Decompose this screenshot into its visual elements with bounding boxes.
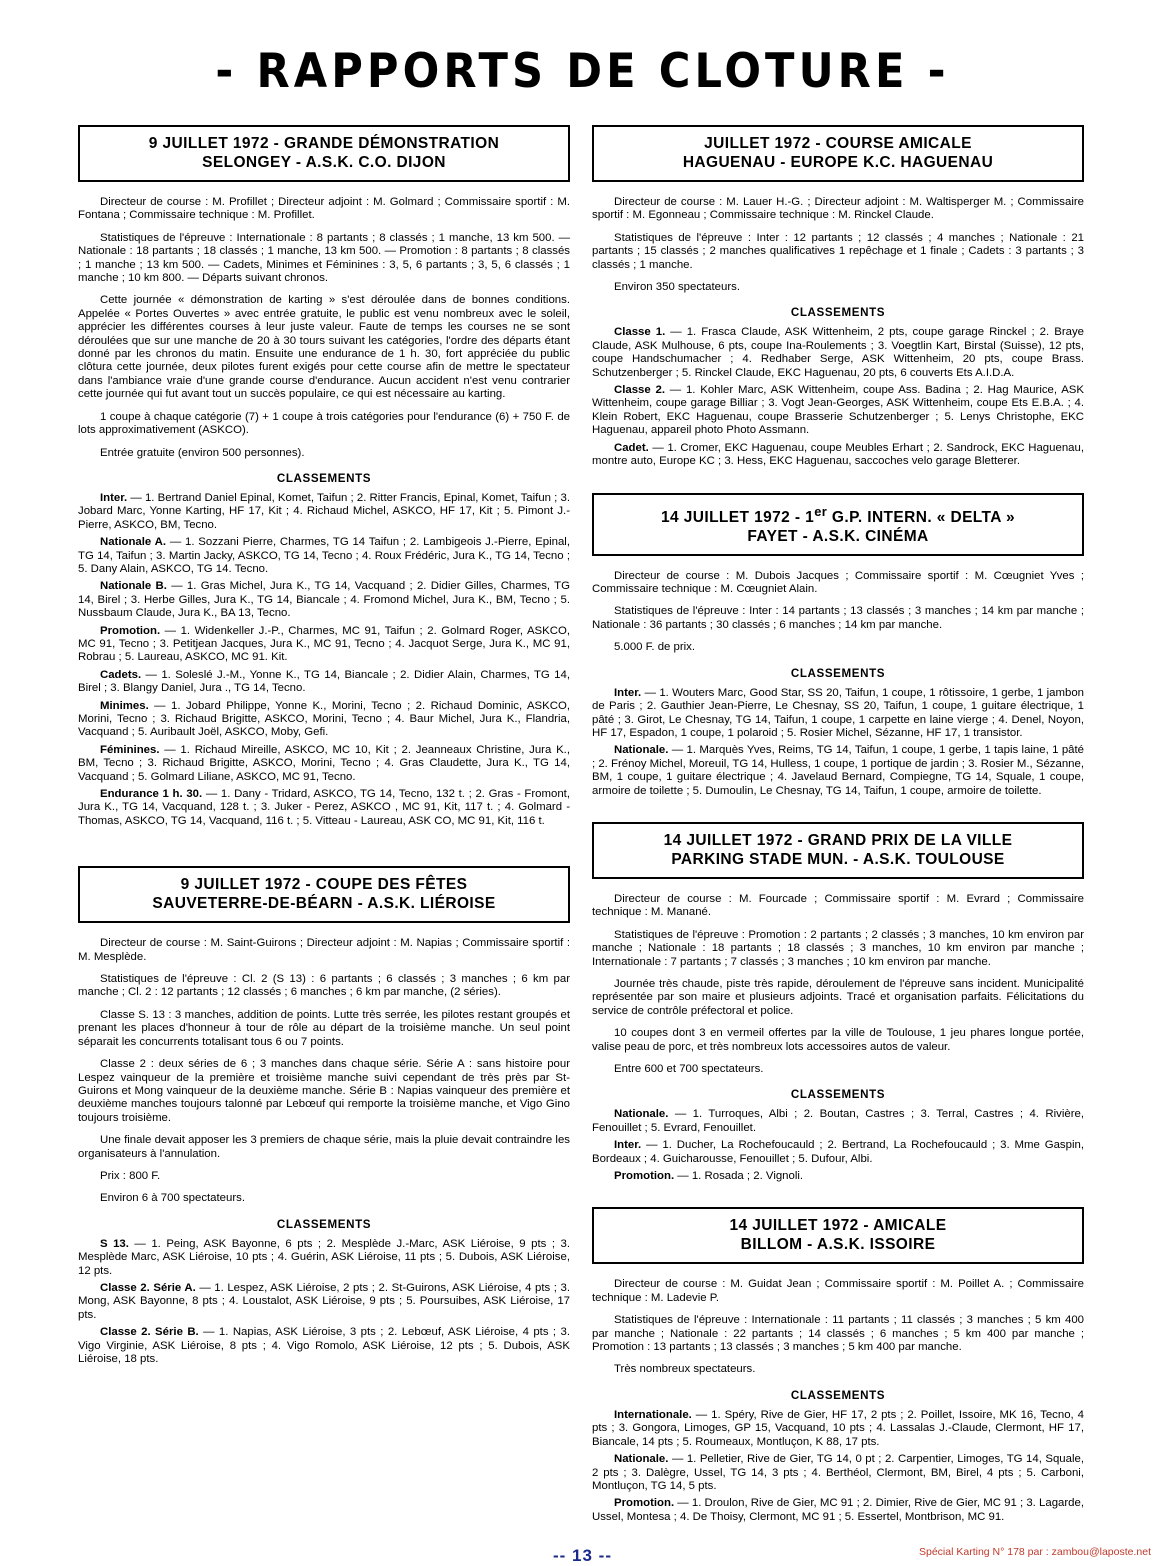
header-line-2: SAUVETERRE-DE-BÉARN - A.S.K. LIÉROISE xyxy=(152,895,496,913)
result-entry: S 13. — 1. Peing, ASK Bayonne, 6 pts ; 2. Mesplède J.-Marc, ASK Liéroise, 9 pts ; 3. Mesplède Marc, ASK Liéroise, 10 pts ; 4. Guérin, ASK Liéroise, 11 pts ; 5. Dubois, ASK Liéroise, 12 pts. xyxy=(78,1237,570,1277)
result-entry: Inter. — 1. Bertrand Daniel Epinal, Komet, Taifun ; 2. Ritter Francis, Epinal, Komet, Taifun ; 3. Jobard Marc, Yonne Karting, HF 17, Kit ; 4. Richaud Michel, ASKCO, HF 17, Kit ; 5. Pimont J.-Pierre, ASKCO, BM, Tecno. xyxy=(78,491,570,531)
result-entry: Promotion. — 1. Droulon, Rive de Gier, MC 91 ; 2. Dimier, Rive de Gier, MC 91 ; 3. Lagarde, Ussel, Montesa ; 4. De Thoisy, Clermont, MC 91 ; 5. Essertel, Montbrison, MC 91. xyxy=(592,1497,1084,1523)
paragraph: Très nombreux spectateurs. xyxy=(614,1363,756,1376)
header-line-1: 14 JUILLET 1972 - AMICALE xyxy=(729,1217,947,1235)
paragraph: Environ 6 à 700 spectateurs. xyxy=(100,1192,246,1205)
result-entry: Nationale. — 1. Turroques, Albi ; 2. Boutan, Castres ; 3. Terral, Castres ; 4. Rivière, Fenouillet ; 5. Evrard, Fenouillet. xyxy=(592,1108,1084,1134)
header-line-1: JUILLET 1972 - COURSE AMICALE xyxy=(704,135,972,152)
classements-label: CLASSEMENTS xyxy=(790,1388,886,1402)
result-entry: Inter. — 1. Ducher, La Rochefoucauld ; 2. Bertrand, La Rochefoucauld ; 3. Mme Gaspin, Bordeaux ; 4. Guicharousse, Fenouillet ; 5. Dufour, Albi. xyxy=(592,1139,1084,1165)
right-column xyxy=(592,125,1084,1528)
header-line-1: 14 JUILLET 1972 - 1er G.P. INTERN. « DELTA » xyxy=(661,503,1015,526)
classements-label: CLASSEMENTS xyxy=(790,306,886,320)
paragraph: Statistiques de l'épreuve : Inter : 12 partants ; 12 classés ; 4 manches ; Nationale : 21 partants ; 15 classés ; 2 manches qualificatives 1 repêchage et 1 finale ; Cadets : 3 partants ; 3 classés ; 1 manche. xyxy=(592,231,1084,271)
paragraph: Statistiques de l'épreuve : Cl. 2 (S 13) : 6 partants ; 6 classés ; 3 manches ; 6 km par manche ; Cl. 2 : 12 partants ; 12 classés ; 6 manches ; 6 km par manche, (2 séries). xyxy=(78,973,570,999)
result-entry: Minimes. — 1. Jobard Philippe, Yonne K., Morini, Tecno ; 2. Richaud Dominic, ASKCO, Morini, Tecno ; 3. Richaud Brigitte, ASKCO, Morini, Tecno ; 4. Baur Michel, Jura K., Flandria, Vacquand ; 5. Auribault Joël, ASKCO, Moby, Gefi. xyxy=(78,699,570,739)
result-entry: Cadets. — 1. Soleslé J.-M., Yonne K., TG 14, Biancale ; 2. Didier Alain, Charmes, TG 14, Birel ; 3. Blangy Daniel, Jura ., TG 14, Tecno. xyxy=(78,668,570,695)
paragraph: 1 coupe à chaque catégorie (7) + 1 coupe à trois catégories pour l'endurance (6) + 750 F. de lots approximativement (ASKCO). xyxy=(78,410,570,437)
page-container xyxy=(0,44,1165,1566)
paragraph: Directeur de course : M. Guidat Jean ; Commissaire sportif : M. Poillet A. ; Commissaire technique : M. Ladevie P. xyxy=(592,1278,1084,1304)
paragraph: Statistiques de l'épreuve : Internationale : 8 partants ; 8 classés ; 1 manche, 13 km 500. — Nationale : 18 partants ; 18 classés ; 1 manche, 13 km 500. — Promotion : 8 partants ; 8 classés ; 1 manche ; 13 km 500. — Cadets, Minimes et Féminines : 3, 5, 6 partants ; 3, 5, 6 classés ; 1 manche ; 10 km 800. — Départs suivant chronos. xyxy=(78,231,570,285)
paragraph: 5.000 F. de prix. xyxy=(614,641,696,654)
left-column xyxy=(78,125,570,1370)
result-entry: Féminines. — 1. Richaud Mireille, ASKCO, MC 10, Kit ; 2. Jeanneaux Christine, Jura K., BM, Tecno ; 3. Richaud Brigitte, ASKCO, Morini, Tecno ; 4. Gras Claudette, Jura K., TG 14, Vacquand ; 5. Golmard Liliane, ASKCO, MC 91, Tecno. xyxy=(78,743,570,783)
page-title: - RAPPORTS DE CLOTURE - xyxy=(215,44,950,99)
article-header-sauveterre xyxy=(78,866,570,923)
section-spacer xyxy=(592,1187,1084,1207)
paragraph: Directeur de course : M. Profillet ; Directeur adjoint : M. Golmard ; Commissaire sportif : M. Fontana ; Commissaire technique : M. Profillet. xyxy=(78,196,570,222)
page-number: -- 13 -- xyxy=(553,1546,612,1566)
paragraph: 10 coupes dont 3 en vermeil offertes par la ville de Toulouse, 1 jeu phares longue portée, valise peau de porc, et très nombreux lots accessoires autos de valeur. xyxy=(592,1027,1084,1053)
result-entry: Classe 1. — 1. Frasca Claude, ASK Wittenheim, 2 pts, coupe garage Rinckel ; 2. Braye Claude, ASK Mulhouse, 6 pts, coupe Ina-Roulements ; 3. Voegtlin Kart, Birstal (Suisse), 12 pts, coupe Handschumacher ; 4. Redhaber Serge, ASK Wittenheim, 20 pts, coupe Brass. Schutzenberger ; 5. Rinckel Claude, EKC Haguenau, 20 pts, 6 couverts Ets A.I.D.A. xyxy=(592,326,1084,379)
article-selongey xyxy=(78,125,570,828)
result-entry: Nationale. — 1. Pelletier, Rive de Gier, TG 14, 0 pt ; 2. Carpentier, Limoges, TG 14, Squale, 2 pts ; 3. Dalègre, Ussel, TG 14, 3 pts ; 4. Berthéol, Clermont, BM, Birel, 4 pts ; 5. Carboni, Montluçon, TG 14, 5 pts. xyxy=(592,1453,1084,1492)
article-header-fayet xyxy=(592,493,1084,556)
paragraph: Directeur de course : M. Saint-Guirons ; Directeur adjoint : M. Napias ; Commissaire sportif : M. Mesplède. xyxy=(78,937,570,963)
two-column-layout xyxy=(0,125,1165,1528)
section-spacer xyxy=(78,832,570,866)
article-header-selongey xyxy=(78,125,570,182)
paragraph: Classe 2 : deux séries de 6 ; 3 manches dans chaque série. Série A : sans histoire pour Lespez vainqueur de la première et troisième manche suivi cependant de très près par St-Guirons et Mong vainqueur de la deuxième manche. Série B : Napias vainqueur des première et deuxième manches toujours talonné par Lebœuf qui remporte la troisième manche, et Vigo Gino toujours troisième. xyxy=(78,1058,570,1124)
paragraph: Directeur de course : M. Fourcade ; Commissaire sportif : M. Evrard ; Commissaire technique : M. Manané. xyxy=(592,892,1084,919)
paragraph: Cette journée « démonstration de karting » s'est déroulée dans de bonnes conditions. Appelée « Portes Ouvertes » avec entrée gratuite, le public est venu nombreux avec le soleil, apprécier les différentes courses à leur juste valeur. Faute de temps les courses ne se sont déroulées que sur une manche de 20 à 30 tours suivant les catégories, l'ordre des départs étant donné par les chronos du matin. Ensuite une endurance de 1 h. 30, fort appréciée du public clôtura cette journée, deux pilotes furent exigés pour cette course afin de mettre le spectateur dans l'ambiance vraie d'une grande course d'endurance. Aucun accident n'est venu contrarier cette journée qui fut avant tout un succès populaire, ce qui est nécessaire au karting. xyxy=(78,294,570,401)
paragraph: Directeur de course : M. Lauer H.-G. ; Directeur adjoint : M. Waltisperger M. ; Commissaire sportif : M. Egonneau ; Commissaire technique : M. Rinckel Claude. xyxy=(592,196,1084,222)
paragraph: Journée très chaude, piste très rapide, déroulement de l'épreuve sans incident. Municipalité représentée par son maire et plusieurs adjoints. Tracé et organisation parfaits. Félicitations du service de contrôle préfectoral et police. xyxy=(592,977,1084,1017)
header-line-1: 14 JUILLET 1972 - GRAND PRIX DE LA VILLE xyxy=(663,831,1013,849)
result-entry: Nationale B. — 1. Gras Michel, Jura K., TG 14, Vacquand ; 2. Didier Gilles, Charmes, TG 14, Birel ; 3. Herbe Gilles, Jura K., TG 14, Biancale ; 4. Fromond Michel, Jura K., BM, Tecno ; 5. Nussbaum Claude, Jura K., BA 13, Tecno. xyxy=(78,580,570,620)
classements-label: CLASSEMENTS xyxy=(790,666,886,680)
paragraph: Environ 350 spectateurs. xyxy=(614,281,741,294)
header-line-2: SELONGEY - A.S.K. C.O. DIJON xyxy=(202,154,446,171)
header-line-2: FAYET - A.S.K. CINÉMA xyxy=(747,527,929,545)
paragraph: Statistiques de l'épreuve : Promotion : 2 partants ; 2 classés ; 3 manches, 10 km environ par manche ; Nationale : 18 partants ; 18 classés ; 3 manches, 10 km environ par manche ; Internationale : 7 partants ; 7 classés ; 3 manches ; 10 km environ par manche. xyxy=(592,928,1084,968)
article-haguenau xyxy=(592,125,1084,469)
result-entry: Nationale A. — 1. Sozzani Pierre, Charmes, TG 14 Taifun ; 2. Lambigeois J.-Pierre, Epinal, TG 14, Taifun ; 3. Martin Jacky, ASKCO, TG 14, Tecno ; 4. Roux Frédéric, Jura K., TG 14, Tecno ; 5. Dany Alain, ASKCO, TG 14. Tecno. xyxy=(78,536,570,575)
article-billom xyxy=(592,1207,1084,1524)
paragraph: Statistiques de l'épreuve : Inter : 14 partants ; 13 classés ; 3 manches ; 14 km par manche ; Nationale : 36 partants ; 30 classés ; 6 manches ; 14 km par manche. xyxy=(592,605,1084,631)
paragraph: Entrée gratuite (environ 500 personnes). xyxy=(100,446,305,459)
paragraph: Prix : 800 F. xyxy=(100,1169,161,1182)
article-fayet xyxy=(592,493,1084,798)
article-header-haguenau xyxy=(592,125,1084,182)
header-line-2: HAGUENAU - EUROPE K.C. HAGUENAU xyxy=(682,154,994,171)
result-entry: Nationale. — 1. Marquès Yves, Reims, TG 14, Taifun, 1 coupe, 1 gerbe, 1 tapis laine, 1 pâté ; 2. Frénoy Michel, Moreuil, TG 14, Hulless, 1 coupe, 1 portique de jardin ; 3. Rosier M., Sézanne, BM, 1 coupe, 1 guitare électrique ; 4. Javelaud Bernard, Compiegne, TG 14, Squale, 1 coupe, armoire de toilette ; 5. Dumoulin, Le Chesnay, TG 14, Taifun, 1 coupe, armoire de toilette. xyxy=(592,744,1084,797)
header-line-2: BILLOM - A.S.K. ISSOIRE xyxy=(740,1236,936,1254)
result-entry: Inter. — 1. Wouters Marc, Good Star, SS 20, Taifun, 1 coupe, 1 rôtissoire, 1 gerbe, 1 jambon de Paris ; 2. Gauthier Jean-Pierre, Le Chesnay, SS 20, Taifun, 1 coupe, 1 guitare électrique, 1 pâté ; 3. Girot, Le Chesnay, TG 14, Taifun, 1 coupe, 1 carpette en laine vierge ; 4. Denel, Noyon, HF 17, Espadon, 1 coupe, 1 polaroid ; 5. Rosier Michel, Sézanne, HF 17, 1 transistor. xyxy=(592,686,1084,739)
paragraph: Classe S. 13 : 3 manches, addition de points. Lutte très serrée, les pilotes restant groupés et prenant les places d'honneur à tour de rôle au départ de la troisième manche. Un seul point séparait les concurrents totalisant tous 6 ou 7 points. xyxy=(78,1008,570,1048)
classements-label: CLASSEMENTS xyxy=(276,1217,372,1231)
paragraph: Directeur de course : M. Dubois Jacques ; Commissaire sportif : M. Cœugniet Yves ; Commissaire technique : M. Cœugniet Alain. xyxy=(592,569,1084,596)
result-entry: Promotion. — 1. Rosada ; 2. Vignoli. xyxy=(614,1170,804,1183)
result-entry: Classe 2. Série B. — 1. Napias, ASK Liéroise, 3 pts ; 2. Lebœuf, ASK Liéroise, 4 pts ; 3. Vigo Virginie, ASK Liéroise, 8 pts ; 4. Vigo Romolo, ASK Liéroise, 12 pts ; 5. Dubois, ASK Liéroise, 18 pts. xyxy=(78,1326,571,1365)
result-entry: Endurance 1 h. 30. — 1. Dany - Tridard, ASKCO, TG 14, Tecno, 132 t. ; 2. Gras - Fromont, Jura K., TG 14, Vacquand, 128 t. ; 3. Juker - Perez, ASKCO , MC 91, Kit, 117 t. ; 4. Golmard - Thomas, ASKCO, TG 14, Vacquand, 116 t. ; 5. Vitteau - Laureau, ASK CO, MC 91, Kit, 116 t. xyxy=(78,788,570,827)
footer-credit: Spécial Karting N° 178 par : zambou@laposte.net xyxy=(919,1546,1151,1559)
result-entry: Cadet. — 1. Cromer, EKC Haguenau, coupe Meubles Erhart ; 2. Sandrock, EKC Haguenau, montre auto, Europe KC ; 3. Hess, EKC Haguenau, saccoches velo garage Bletterer. xyxy=(592,441,1084,468)
classements-label: CLASSEMENTS xyxy=(790,1088,886,1102)
article-sauveterre xyxy=(78,866,570,1366)
classements-label: CLASSEMENTS xyxy=(276,471,372,485)
result-entry: Classe 2. — 1. Kohler Marc, ASK Wittenheim, coupe Ass. Badina ; 2. Hag Maurice, ASK Wittenheim, coupe garage Billiar ; 3. Vogt Jean-Georges, ASK Wittenheim, coupe Ets E.B.A. ; 4. Klein Robert, EKC Haguenau, coupe Brasserie Schutzenberger ; 5. Lenys Christophe, EKC Haguenau, appareil photo Photo Assmann. xyxy=(592,384,1084,437)
header-line-2: PARKING STADE MUN. - A.S.K. TOULOUSE xyxy=(671,850,1005,868)
section-spacer xyxy=(592,802,1084,822)
paragraph: Une finale devait apposer les 3 premiers de chaque série, mais la pluie devait contraindre les organisateurs à l'annulation. xyxy=(78,1134,570,1160)
article-toulouse xyxy=(592,822,1084,1184)
article-header-toulouse xyxy=(592,822,1084,879)
header-line-1: 9 JUILLET 1972 - GRANDE DÉMONSTRATION xyxy=(148,135,500,152)
paragraph: Entre 600 et 700 spectateurs. xyxy=(614,1063,764,1075)
result-entry: Internationale. — 1. Spéry, Rive de Gier, HF 17, 2 pts ; 2. Poillet, Issoire, MK 16, Tecno, 4 pts ; 3. Gongora, Limoges, GP 15, Vacquand, 10 pts ; 4. Lassalas J.-Claude, Clermont, HF 17, Biancale, 14 pts ; 5. Roumeaux, Montluçon, K 88, 17 pts. xyxy=(592,1408,1084,1448)
section-spacer xyxy=(592,473,1084,493)
paragraph: Statistiques de l'épreuve : Internationale : 11 partants ; 11 classés ; 3 manches ; 5 km 400 par manche ; Nationale : 22 partants ; 14 classés ; 6 manches ; 5 km 400 par manche ; Promotion : 13 partants ; 13 classés ; 3 manches ; 5 km 400 par manche. xyxy=(592,1314,1084,1354)
result-entry: Promotion. — 1. Widenkeller J.-P., Charmes, MC 91, Taifun ; 2. Golmard Roger, ASKCO, MC 91, Tecno ; 3. Petitjean Jacques, Jura K., MC 91, Tecno ; 4. Jacquot Serge, Jura K., MC 91, Robrau ; 5. Laureau, ASKCO, MC 91. Kit. xyxy=(78,624,570,664)
header-line-1: 9 JUILLET 1972 - COUPE DES FÊTES xyxy=(180,876,468,894)
article-header-billom xyxy=(592,1207,1084,1264)
result-entry: Classe 2. Série A. — 1. Lespez, ASK Liéroise, 2 pts ; 2. St-Guirons, ASK Liéroise, 4 pts ; 3. Mong, ASK Bayonne, 8 pts ; 4. Loustalot, ASK Liéroise, 9 pts ; 5. Poursuibes, ASK Liéroise, 17 pts. xyxy=(78,1281,570,1321)
